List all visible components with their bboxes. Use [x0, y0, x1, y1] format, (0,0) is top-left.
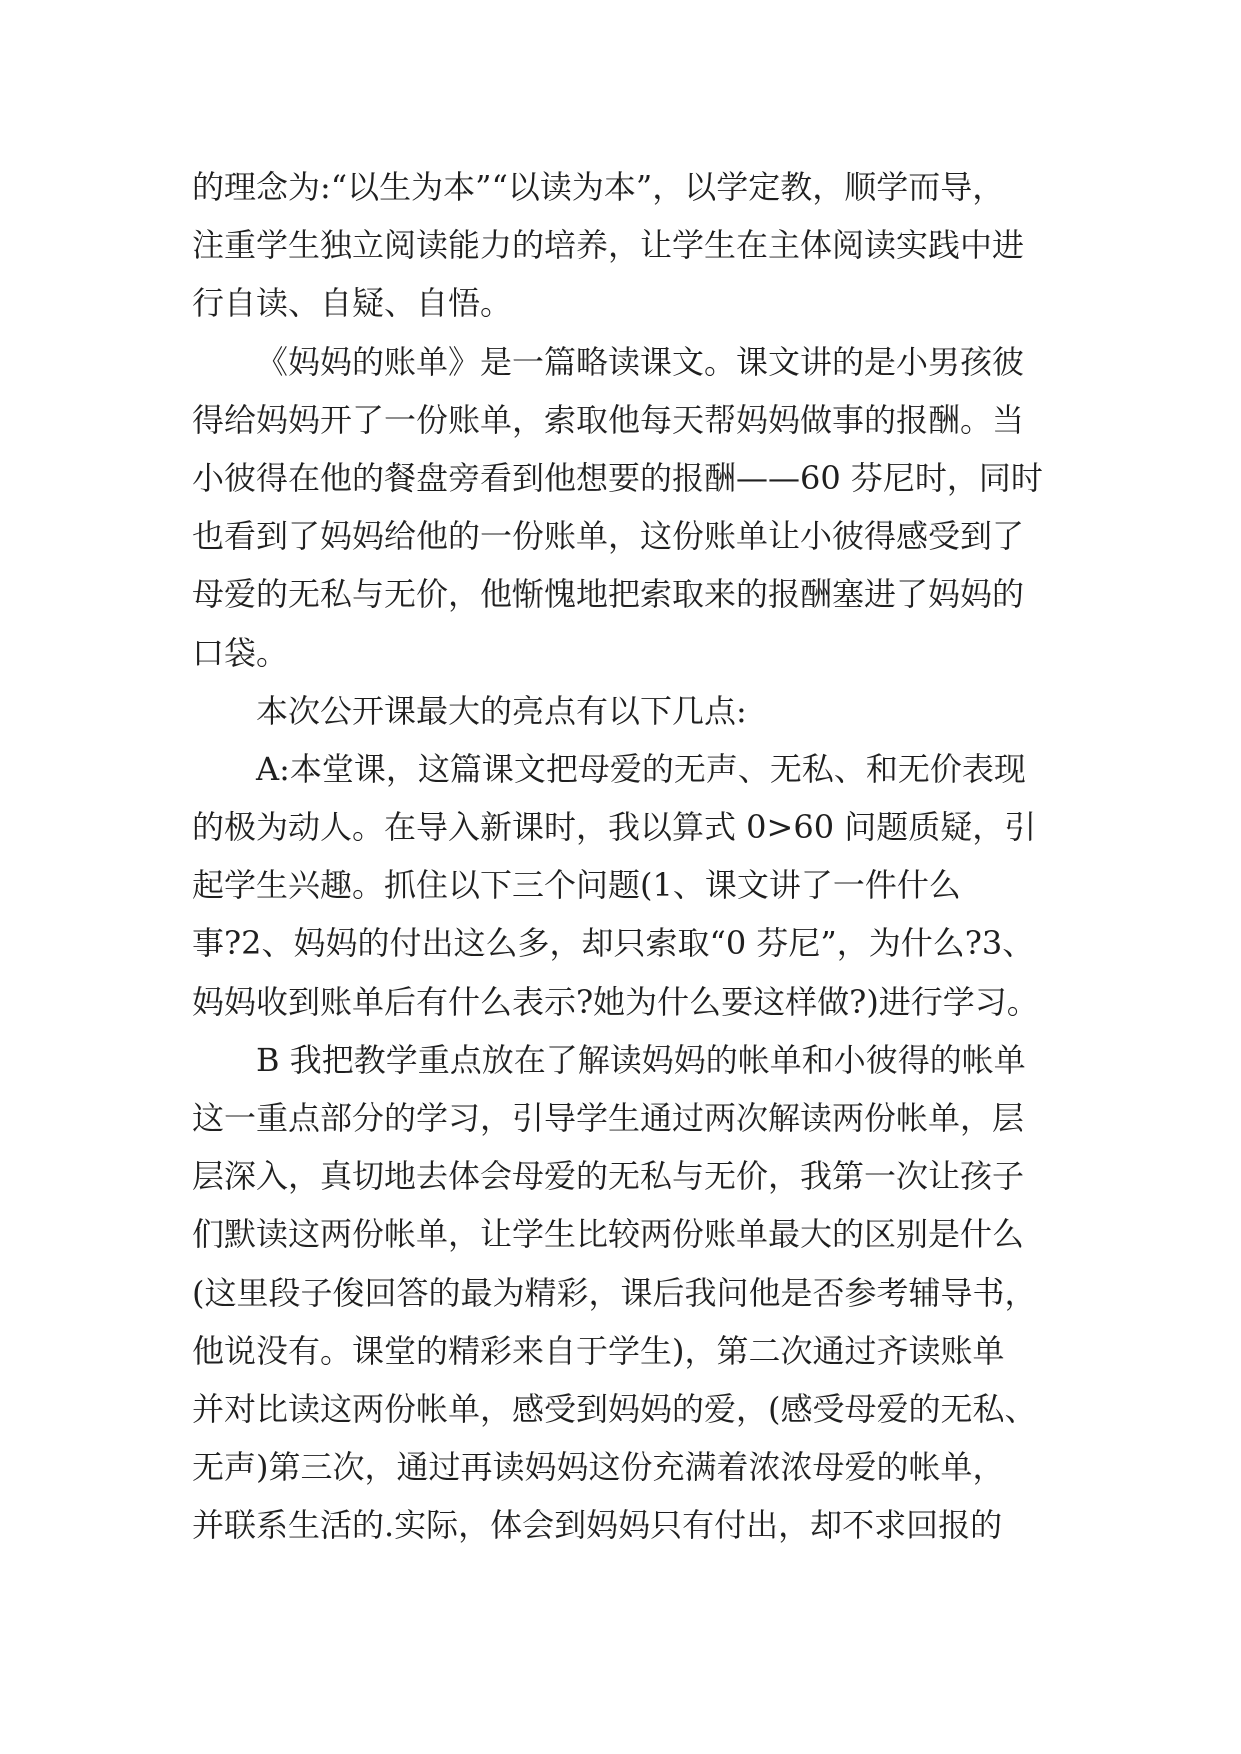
text-line: 层深入，真切地去体会母爱的无私与无价，我第一次让孩子: [192, 1157, 1025, 1196]
text-line: 本次公开课最大的亮点有以下几点:: [256, 691, 747, 730]
text-line: 他说没有。课堂的精彩来自于学生)，第二次通过齐读账单: [192, 1331, 1005, 1370]
text-line: 得给妈妈开了一份账单，索取他每天帮妈妈做事的报酬。当: [192, 400, 1025, 439]
text-line: 无声)第三次，通过再读妈妈这份充满着浓浓母爱的帐单，: [192, 1448, 1005, 1487]
text-line: 们默读这两份帐单，让学生比较两份账单最大的区别是什么: [192, 1215, 1025, 1254]
text-line: 的理念为:“以生为本”“以读为本”，以学定教，顺学而导，: [192, 168, 1005, 206]
text-line: 妈妈收到账单后有什么表示?她为什么要这样做?)进行学习。: [192, 982, 1039, 1021]
text-line: 并对比读这两份帐单，感受到妈妈的爱，(感受母爱的无私、: [192, 1389, 1037, 1428]
text-line: 注重学生独立阅读能力的培养，让学生在主体阅读实践中进: [192, 226, 1025, 265]
text-line: 也看到了妈妈给他的一份账单，这份账单让小彼得感受到了: [192, 517, 1025, 556]
body-text: [192, 158, 1072, 1555]
text-line: A:本堂课，这篇课文把母爱的无声、无私、和无价表现: [256, 749, 1026, 788]
text-line: 口袋。: [192, 633, 289, 672]
text-line: B 我把教学重点放在了解读妈妈的帐单和小彼得的帐单: [256, 1040, 1026, 1079]
text-line: 这一重点部分的学习，引导学生通过两次解读两份帐单，层: [192, 1099, 1025, 1137]
text-line: 并联系生活的.实际，体会到妈妈只有付出，却不求回报的: [192, 1506, 1003, 1545]
text-line: 小彼得在他的餐盘旁看到他想要的报酬——60 芬尼时，同时: [192, 458, 1043, 497]
text-line: 的极为动人。在导入新课时，我以算式 0>60 问题质疑，引: [192, 808, 1037, 847]
text-line: 《妈妈的账单》是一篇略读课文。课文讲的是小男孩彼: [256, 342, 1025, 381]
text-line: (这里段子俊回答的最为精彩，课后我问他是否参考辅导书，: [192, 1273, 1037, 1312]
text-line: 母爱的无私与无价，他惭愧地把索取来的报酬塞进了妈妈的: [192, 575, 1025, 614]
text-line: 行自读、自疑、自悟。: [192, 284, 513, 323]
text-line: 事?2、妈妈的付出这么多，却只索取“0 芬尼”，为什么?3、: [192, 924, 1035, 963]
text-line: 起学生兴趣。抓住以下三个问题(1、课文讲了一件什么: [192, 866, 961, 905]
